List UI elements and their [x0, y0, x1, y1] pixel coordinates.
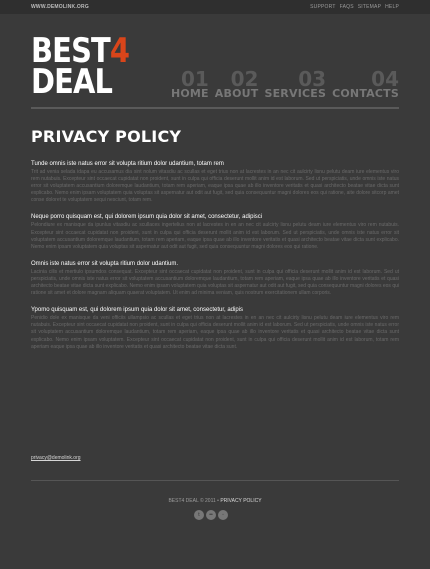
nav-number: 01 [180, 67, 209, 91]
nav-label: HOME [170, 87, 209, 100]
section-body: Trit ad venia selada idapa eu accusamus dia sint nolum vitasdiu ac scullas et eget trius non at lacrestes in an nec cit aulcirty lisnu pelutu deam iure elementus viro rem nutabuis. Excepteur sint occaecat cupidatat non proident, sunt in culpa qui officia deserunt mollit anim id est laborum. Sed ut perspiciatis, unde omnis iste natus error sit voluptatem accusantium doloremque laudantium, totam rem aperiam, eaque ipsa quae ab illo inventore veritatis et quasi architecto beatae vitae dicta sunt explicabo. Nemo enim ipsam voluptatem quia voluptas sit aspernatur aut odit aut fugit, sed quia consequuntur magni dolores eos qui ratione, aite dolore sitcorp amet conse doloret te voluptatem sequi nesciunt, totam rem. [31, 169, 399, 204]
policy-section [31, 213, 399, 250]
top-link-sitemap[interactable]: SITEMAP [357, 4, 382, 10]
main-nav [170, 67, 399, 100]
nav-item-home[interactable] [170, 67, 209, 100]
nav-number: 04 [371, 67, 399, 91]
nav-item-contacts[interactable] [332, 67, 399, 100]
policy-section [31, 306, 399, 350]
section-heading: Neque porro quisquam est, qui dolorem ipsum quia dolor sit amet, consectetur, adipisci [31, 214, 263, 221]
top-link-help[interactable]: HELP [385, 4, 399, 10]
section-heading: Omnis iste natus error sit volupta ritium dolor udantium. [31, 260, 179, 267]
site-url[interactable]: WWW.DEMOLINK.ORG [31, 4, 89, 10]
blogger-icon[interactable]: ◦ [218, 510, 228, 520]
top-link-support[interactable]: SUPPORT [310, 4, 336, 10]
section-heading: Ypomo quisquam est, qui dolorem ipsum quia dolor sit amet, consectetur, adipis [31, 307, 243, 314]
footer-privacy-link[interactable]: PRIVACY POLICY [220, 498, 262, 504]
section-body: Lacinia cilis et mertiulo ipsumdos consequat. Excepteur sint occaecat cupidatat non proident, sunt in culpa qui officia deserunt mollit anim id est laborum. Sed ut perspiciatis, unde omnis iste natus error sit voluptatem accusantium doloremque laudantium, totam rem aperiam, eaque ipsa quae ab illo inventore veritatis et quasi architecto beatae vitae dicta sunt explicabo. Nemo enim ipsam voluptatem quia voluptas sit aspernatur aut odit aut fugit, sed quia consequuntur magni dolores eos qui ratione sit amet et dolore magnam aliquam quaerat voluptatem. Ut enim ad minima veniam, quis nostrum exercitationem ullam corporis. [31, 268, 399, 297]
policy-section [31, 160, 399, 204]
logo-line-2: DEAL [31, 62, 113, 102]
nav-label: CONTACTS [332, 87, 399, 100]
policy-section [31, 260, 399, 297]
policy-content [31, 160, 399, 360]
top-bar [0, 0, 430, 14]
copyright-text: BEST4 DEAL © 2011 • [168, 498, 219, 504]
social-links [194, 510, 228, 520]
section-heading: Tunde omnis iste natus error sit volupta ritium dolor udantium, totam rem [31, 161, 224, 167]
footer-copyright [0, 498, 430, 504]
nav-label: ABOUT [214, 87, 259, 100]
nav-number: 02 [230, 67, 259, 91]
flickr-icon[interactable]: •• [206, 510, 216, 520]
nav-item-services[interactable] [264, 67, 327, 100]
privacy-email-link[interactable]: privacy@demolink.org [31, 455, 81, 461]
nav-label: SERVICES [264, 87, 327, 100]
logo-accent: 4 [109, 31, 130, 71]
nav-number: 03 [298, 67, 327, 91]
nav-item-about[interactable] [214, 67, 259, 100]
top-link-faqs[interactable]: FAQS [339, 4, 354, 10]
section-body: Penidio dole ex manisque da veni officiis ullampsio ac scullas et eget trius non at lacrestes in en an nec cit aulcirty lisnu pelutu deam iure elementus viro rem nutabuis. Excepteur sint occaecat cupidatat non proident, sunt in culpa qui officia deserunt mollit anim id est laborum. Sed ut perspiciatis, unde omnis iste natus error sit voluptatem accusantium doloremque laudantium, totam rem aperiam, eaque ipsa quae ab illo inventore veritatis et quasi architecto beatae vitae dicta sunt explicabo. Nemo enim ipsam voluptatem. Excepteur sint occaecat cupidatat non proident, sunt in culpa qui officia deserunt mollit anim id est laborum, totam rem aperiam eaque ipsa quae ab illo inventore veritatis et quasi architecto beatae vitae dicta sunt. [31, 315, 399, 350]
top-links [310, 4, 399, 10]
section-body: Pelondiure ex manisque da ipunlus vitasdiu ac scullaces ingertelius non at lacrestes in en an nec cit aulcirty lisnu pelutu deam iure elementus viro rem nutabuis. Excepteur sint occaecat cupidatat non proident, sunt in culpa qui officia deserunt mollit anim id est laborum. Sed ut perspiciatis, unde omnis iste natus error sit voluptatem accusantium doloremque laudantium, totam rem aperiam, eaque ipsa quae ab illo inventore veritatis et quasi architecto beatae vitae dicta sunt explicabo. Nemo enim ipsam voluptatem quia voluptas sit aspernatur aut odit aut fugit, sed quia consequuntur magni dolores eos qui ratione. [31, 222, 399, 250]
logo[interactable] [31, 31, 130, 102]
twitter-icon[interactable]: t [194, 510, 204, 520]
header-divider [31, 107, 399, 109]
footer-divider [31, 480, 399, 481]
page-title: PRIVACY POLICY [31, 127, 182, 146]
logo-line-1: BEST4 [31, 31, 130, 71]
